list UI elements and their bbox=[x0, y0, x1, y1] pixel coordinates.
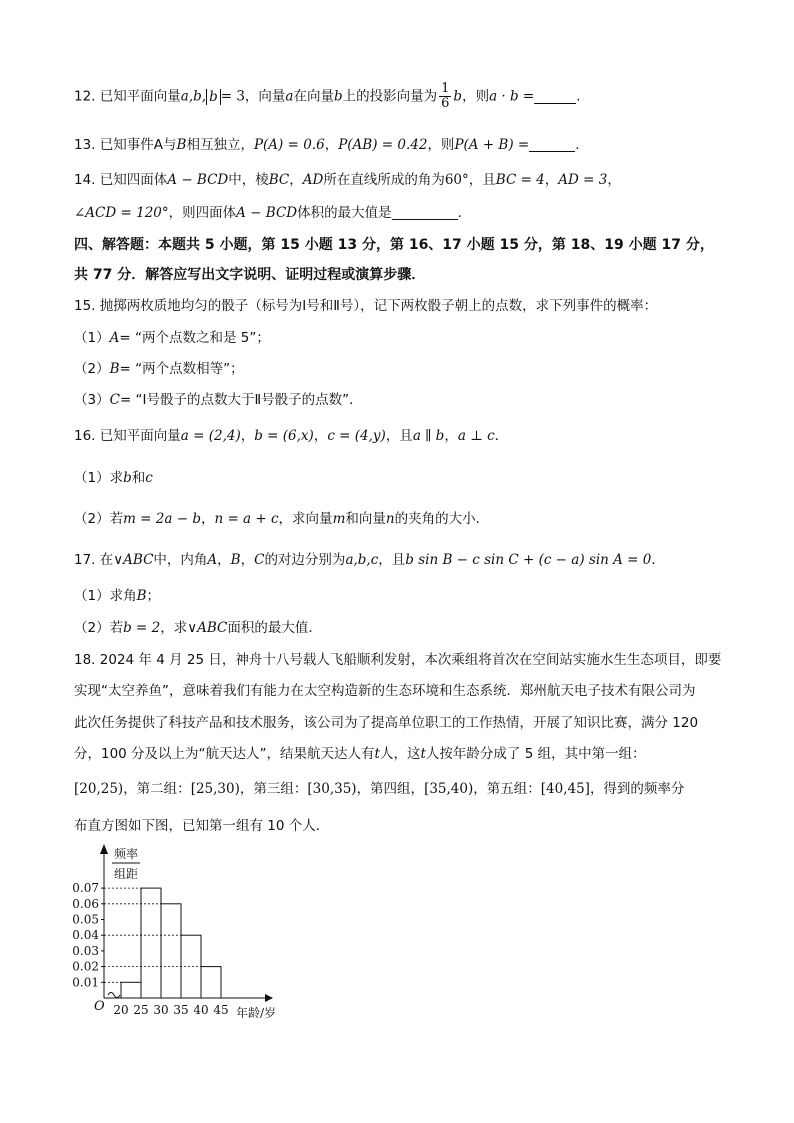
x-axis-label: 年龄/岁 bbox=[236, 1006, 277, 1020]
q15-stem: 15. 抛掷两枚质地均匀的骰子（标号为Ⅰ号和Ⅱ号），记下两枚骰子朝上的点数，求下列事件的概率： bbox=[74, 298, 658, 314]
y-tick-label: 0.01 bbox=[72, 975, 99, 990]
y-tick-label: 0.07 bbox=[72, 881, 99, 896]
answer-blank[interactable] bbox=[392, 205, 458, 220]
fraction: $\frac{1}{6}$ bbox=[441, 81, 450, 111]
q18-line-1: 18. 2024 年 4 月 25 日，神舟十八号载人飞船顺利发射，本次乘组将首次在空间站实施水生生态项目，即要 bbox=[74, 652, 722, 668]
q15-part2: （2）B= “两个点数相等”； bbox=[74, 361, 244, 377]
q18-line-5: [20,25)，第二组：[25,30)，第三组：[30,35)，第四组，[35,40)，第五组：[40,45]，得到的频率分 bbox=[74, 781, 685, 797]
q15-part1: （1）A= “两个点数之和是 5”； bbox=[74, 330, 270, 346]
q16-part1: （1）求b和c bbox=[74, 470, 153, 486]
histogram-bar bbox=[161, 904, 181, 998]
y-label-numerator: 频率 bbox=[113, 847, 139, 861]
origin-label: O bbox=[94, 999, 105, 1014]
y-axis-arrow bbox=[100, 844, 108, 854]
histogram-bar bbox=[201, 967, 221, 998]
x-tick-label: 35 bbox=[173, 1003, 189, 1017]
section-heading: 四、解答题：本题共 5 小题，第 15 小题 13 分，第 16、17 小题 15 分，第 18、19 小题 17 分， bbox=[74, 237, 714, 253]
x-tick-label: 45 bbox=[213, 1003, 229, 1017]
q14-line-2: ∠ACD = 120°，则四面体A − BCD体积的最大值是 . bbox=[74, 205, 462, 221]
q17-part1: （1）求角B； bbox=[74, 588, 161, 604]
q17-stem: 17. 在∨ABC中，内角A，B，C的对边分别为a,b,c，且b sin B − c sin C + (c − a) sin A = 0． bbox=[74, 552, 665, 568]
section-instructions: 共 77 分．解答应写出文字说明、证明过程或演算步骤． bbox=[74, 267, 426, 283]
q16-part2: （2）若m = 2a − b，n = a + c，求向量m和向量n的夹角的大小． bbox=[74, 511, 490, 527]
histogram-bar bbox=[141, 888, 161, 998]
answer-blank[interactable] bbox=[534, 89, 576, 104]
q16-stem: 16. 已知平面向量a = (2,4)，b = (6,x)，c = (4,y)，且a ∥ b，a ⊥ c． bbox=[74, 428, 509, 444]
q18-line-3: 此次任务提供了科技产品和技术服务，该公司为了提高单位职工的工作热情，开展了知识比赛，满分 120 bbox=[74, 715, 699, 731]
q14-line-1: 14. 已知四面体A − BCD中，棱BC，AD所在直线所成的角为60°，且BC = 4，AD = 3， bbox=[74, 172, 621, 188]
q18-line-2: 实现“太空养鱼”，意味着我们有能力在太空构造新的生态环境和生态系统．郑州航天电子技术有限公司为 bbox=[74, 683, 696, 699]
q12-line: 12. 已知平面向量a,b, b = 3，向量a在向量b上的投影向量为 $\frac{1}{6}$ b，则a · b = . bbox=[74, 81, 581, 111]
q18-line-4: 分，100 分及以上为“航天达人”，结果航天达人有t人，这t人按年龄分成了 5 组，其中第一组： bbox=[74, 746, 646, 762]
y-tick-label: 0.06 bbox=[72, 896, 99, 911]
y-tick-label: 0.03 bbox=[72, 943, 99, 958]
answer-blank[interactable] bbox=[529, 137, 575, 152]
y-label-denominator: 组距 bbox=[113, 867, 139, 881]
axis-break bbox=[108, 993, 120, 998]
q18-line-6: 布直方图如下图，已知第一组有 10 个人． bbox=[74, 818, 330, 834]
y-tick-label: 0.04 bbox=[72, 928, 99, 943]
frequency-histogram bbox=[60, 842, 300, 1022]
x-tick-label: 40 bbox=[193, 1003, 209, 1017]
histogram-bar bbox=[121, 982, 141, 998]
x-tick-label: 20 bbox=[113, 1003, 129, 1017]
y-tick-label: 0.02 bbox=[72, 959, 99, 974]
q17-part2: （2）若b = 2，求∨ABC面积的最大值． bbox=[74, 620, 322, 636]
x-tick-label: 30 bbox=[153, 1003, 169, 1017]
x-axis-arrow bbox=[265, 994, 273, 1002]
q13-line: 13. 已知事件A与B相互独立，P(A) = 0.6，P(AB) = 0.42，则P(A + B) = . bbox=[74, 137, 580, 153]
y-tick-label: 0.05 bbox=[72, 912, 99, 927]
q15-part3: （3）C= “Ⅰ号骰子的点数大于Ⅱ号骰子的点数”． bbox=[74, 392, 363, 408]
x-tick-label: 25 bbox=[133, 1003, 149, 1017]
